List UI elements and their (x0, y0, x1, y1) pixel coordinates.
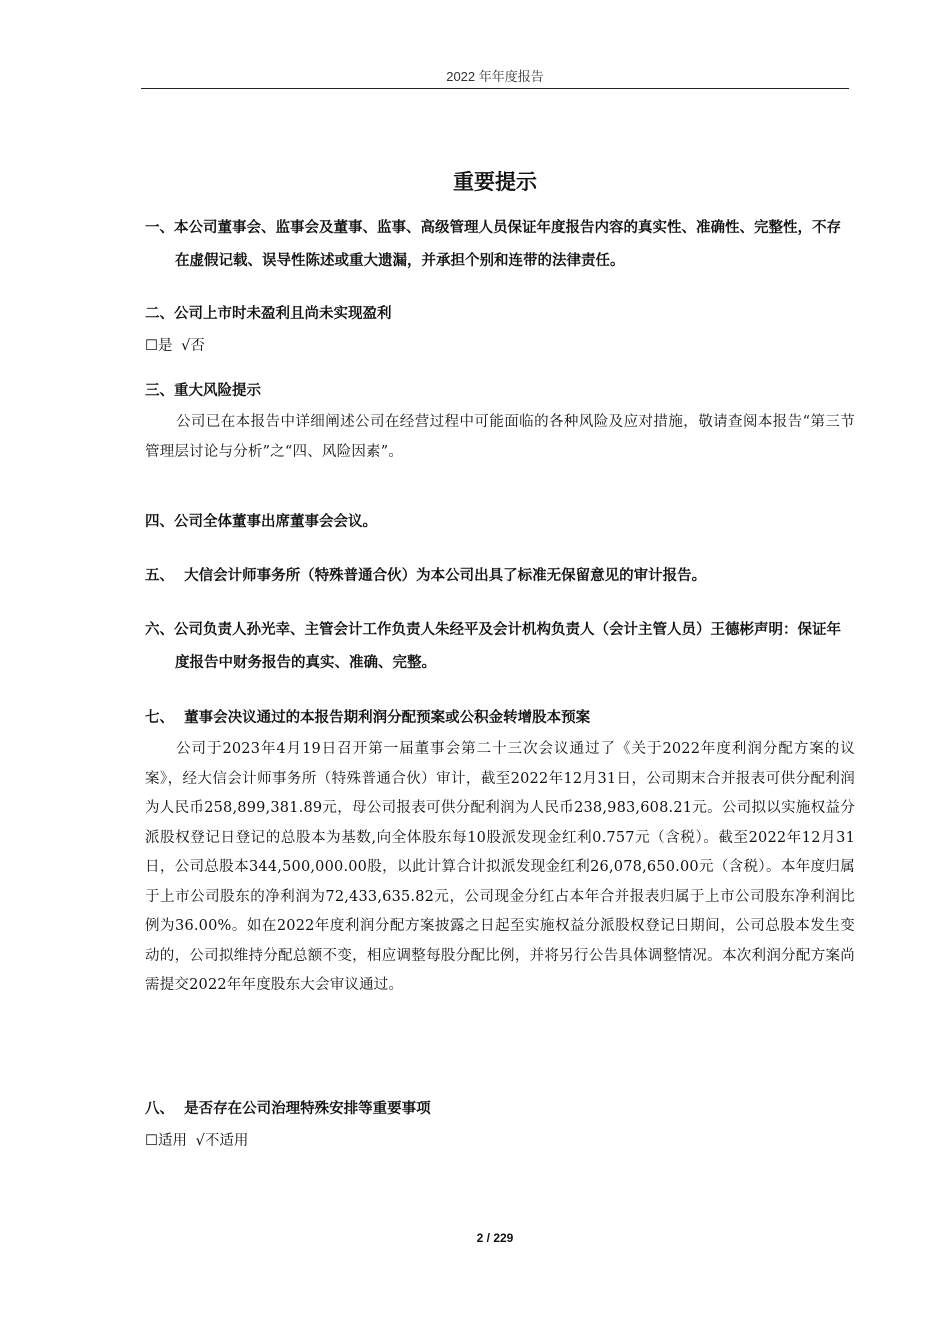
page-header: 2022 年年度报告 (446, 69, 544, 84)
notice-item-2 (145, 298, 855, 361)
notice-item-3 (145, 375, 855, 467)
item-body: 公司已在本报告中详细阐述公司在经营过程中可能面临的各种风险及应对措施，敬请查阅本报告“第三节 管理层讨论与分析”之“四、风险因素”。 (145, 414, 855, 460)
item-number: 二、 (145, 306, 174, 322)
item-number: 一、 (145, 220, 174, 236)
option-applicable: ☐适用 (145, 1133, 187, 1149)
checkbox-row (145, 331, 855, 361)
item-text: 本公司董事会、监事会及董事、监事、高级管理人员保证年度报告内容的真实性、准确性、完整性，不存在虚假记载、误导性陈述或重大遗漏，并承担个别和连带的法律责任。 (174, 220, 841, 269)
item-text: 董事会决议通过的本报告期利润分配预案或公积金转增股本预案 (184, 710, 591, 726)
notice-item-6 (145, 614, 855, 680)
notice-item-7 (145, 702, 855, 1001)
option-yes: ☐是 (145, 338, 173, 354)
item-number: 五、 (145, 568, 174, 584)
option-not-applicable: √不适用 (195, 1133, 249, 1149)
option-no: √否 (181, 338, 205, 354)
item-number: 三、 (145, 383, 174, 399)
header-divider (141, 88, 849, 89)
notice-item-8 (145, 1093, 855, 1156)
notice-item-5 (145, 560, 855, 593)
item-number: 六、 (145, 622, 174, 638)
notice-item-1 (145, 212, 855, 278)
item-number: 七、 (145, 710, 174, 726)
item-text: 大信会计师事务所（特殊普通合伙）为本公司出具了标准无保留意见的审计报告。 (184, 568, 707, 584)
item-text: 公司上市时未盈利且尚未实现盈利 (174, 306, 392, 322)
page-title: 重要提示 (453, 170, 537, 194)
checkbox-row (145, 1126, 855, 1156)
item-text: 重大风险提示 (174, 383, 261, 399)
item-text: 是否存在公司治理特殊安排等重要事项 (184, 1101, 431, 1117)
item-text: 公司负责人孙光幸、主管会计工作负责人朱经平及会计机构负责人（会计主管人员）王德彬声明：保证年度报告中财务报告的真实、准确、完整。 (174, 622, 841, 671)
item-number: 八、 (145, 1101, 174, 1117)
item-number: 四、 (145, 514, 174, 530)
item-text: 公司全体董事出席董事会会议。 (174, 514, 377, 530)
page-number: 2 / 229 (476, 1231, 514, 1245)
notice-item-4 (145, 506, 855, 539)
item-body: 公司于2023年4月19日召开第一届董事会第二十三次会议通过了《关于2022年度利润分配方案的议案》，经大信会计师事务所（特殊普通合伙）审计，截至2022年12月31日，公司期末合并报表可供分配利润为人民币258,899,381.89元，母公司报表可供分配利润为人民币238,983,608.21元。公司拟以实施权益分派股权登记日登记的总股本为基数,向全体股东每10股派发现金红利0.757元（含税）。截至2022年12月31日，公司总股本344,500,000.00股，以此计算合计拟派发现金红利26,078,650.00元（含税）。本年度归属于上市公司股东的净利润为72,433,635.82元，公司现金分红占本年合并报表归属于上市公司股东净利润比例为36.00%。如在2022年度利润分配方案披露之日起至实施权益分派股权登记日期间，公司总股本发生变动的，公司拟维持分配总额不变，相应调整每股分配比例，并将另行公告具体调整情况。本次利润分配方案尚需提交2022年年度股东大会审议通过。 (145, 741, 855, 993)
